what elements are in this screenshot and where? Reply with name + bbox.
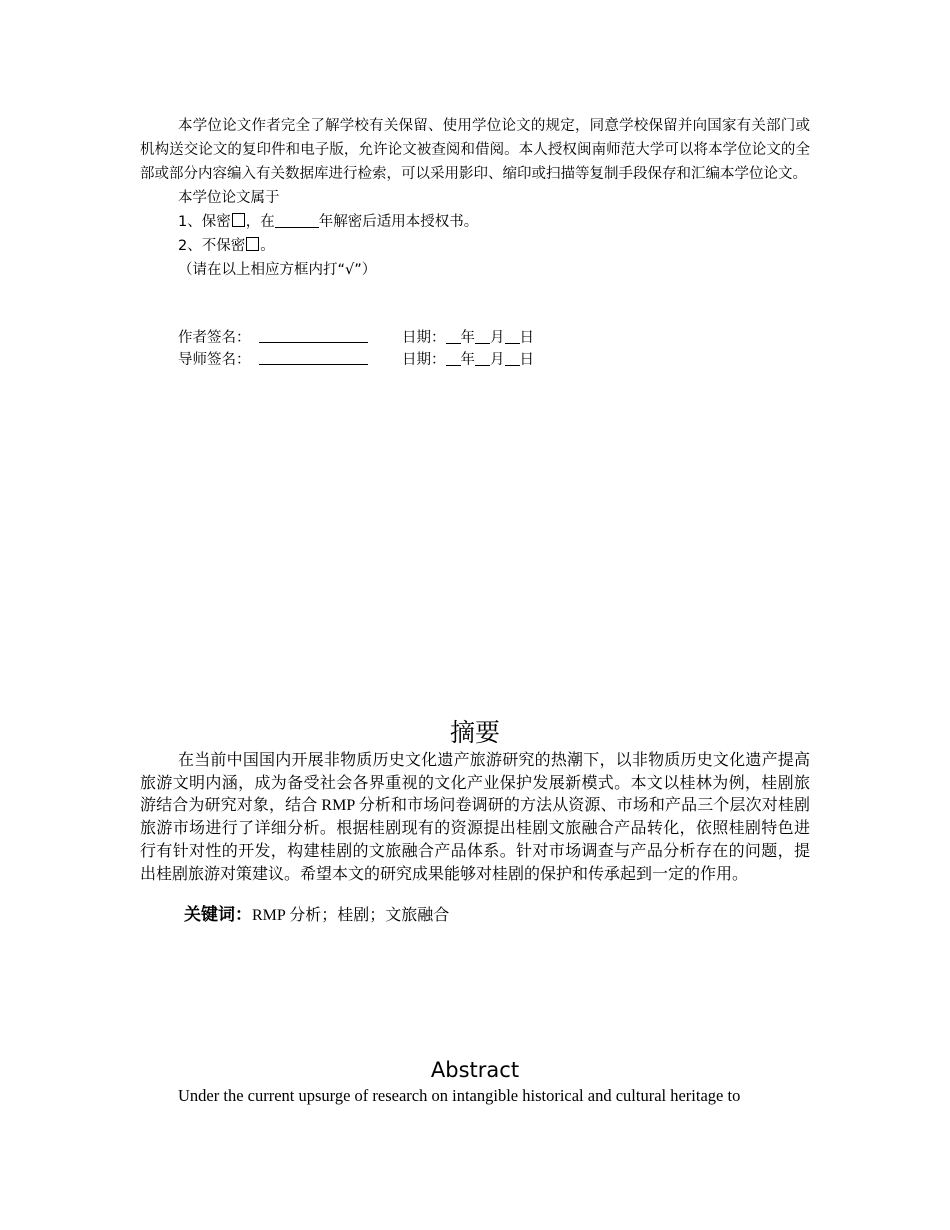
authorization-paragraph: 本学位论文作者完全了解学校有关保留、使用学位论文的规定，同意学校保留并向国家有关部门或机构送交论文的复印件和电子版，允许论文被查阅和借阅。本人授权闽南师范大学可以将本学位论文的全部或部分内容编入有关数据库进行检索，可以采用影印、缩印或扫描等复制手段保存和汇编本学位论文。 [140, 118, 810, 182]
instruction-line: （请在以上相应方框内打“√”） [178, 262, 377, 278]
abstract-cn-body: 在当前中国国内开展非物质历史文化遗产旅游研究的热潮下，以非物质历史文化遗产提高旅游文明内涵，成为备受社会各界重视的文化产业保护发展新模式。本文以桂林为例，桂剧旅游结合为研究对象，结合 RMP 分析和市场问卷调研的方法从资源、市场和产品三个层次对桂剧旅游市场进行了详细分析。根据桂剧现有的资源提出桂剧文旅融合产品转化，依照桂剧特色进行有针对性的开发，构建桂剧的文旅融合产品体系。针对市场调查与产品分析存在的问题，提出桂剧旅游对策建议。希望本文的研究成果能够对桂剧的保护和传承起到一定的作用。 [140, 752, 810, 883]
abstract-en-body: Under the current upsurge of research on intangible historical and cultural heritage to [178, 1086, 741, 1105]
option2-prefix: 2、不保密 [178, 238, 246, 254]
year-blank[interactable] [446, 329, 461, 344]
year-label: 年 [460, 352, 475, 368]
confidential-checkbox[interactable] [232, 213, 245, 227]
date-label: 日期： [402, 352, 446, 368]
option-confidential [140, 210, 810, 234]
month-label: 月 [490, 352, 505, 368]
advisor-signature-line[interactable] [259, 364, 368, 365]
day-blank[interactable] [505, 329, 520, 344]
date-label: 日期： [402, 330, 446, 346]
option1-suffix: 年解密后适用本授权书。 [318, 214, 479, 230]
authorization-statement [140, 114, 810, 282]
advisor-signature-label: 导师签名： [178, 352, 251, 368]
year-blank[interactable] [446, 351, 461, 366]
author-signature-label: 作者签名： [178, 330, 251, 346]
option1-mid: ，在 [245, 214, 275, 230]
day-label: 日 [519, 330, 534, 346]
option2-suffix: 。 [260, 238, 275, 254]
keywords-text: RMP 分析；桂剧；文旅融合 [252, 907, 450, 924]
month-blank[interactable] [475, 351, 490, 366]
option1-prefix: 1、保密 [178, 214, 231, 230]
month-blank[interactable] [475, 329, 490, 344]
decrypt-year-blank[interactable] [275, 213, 319, 228]
author-signature-line[interactable] [259, 342, 368, 343]
not-confidential-checkbox[interactable] [246, 237, 259, 251]
abstract-cn-title: 摘要 [449, 718, 500, 747]
keywords-label: 关键词： [184, 905, 252, 925]
day-label: 日 [519, 352, 534, 368]
keywords-line [184, 904, 449, 927]
author-date [402, 326, 534, 350]
belongs-to-line: 本学位论文属于 [178, 190, 280, 206]
advisor-date [402, 348, 534, 372]
option-not-confidential [140, 234, 810, 258]
day-blank[interactable] [505, 351, 520, 366]
abstract-en-title: Abstract [430, 1058, 520, 1082]
year-label: 年 [460, 330, 475, 346]
month-label: 月 [490, 330, 505, 346]
